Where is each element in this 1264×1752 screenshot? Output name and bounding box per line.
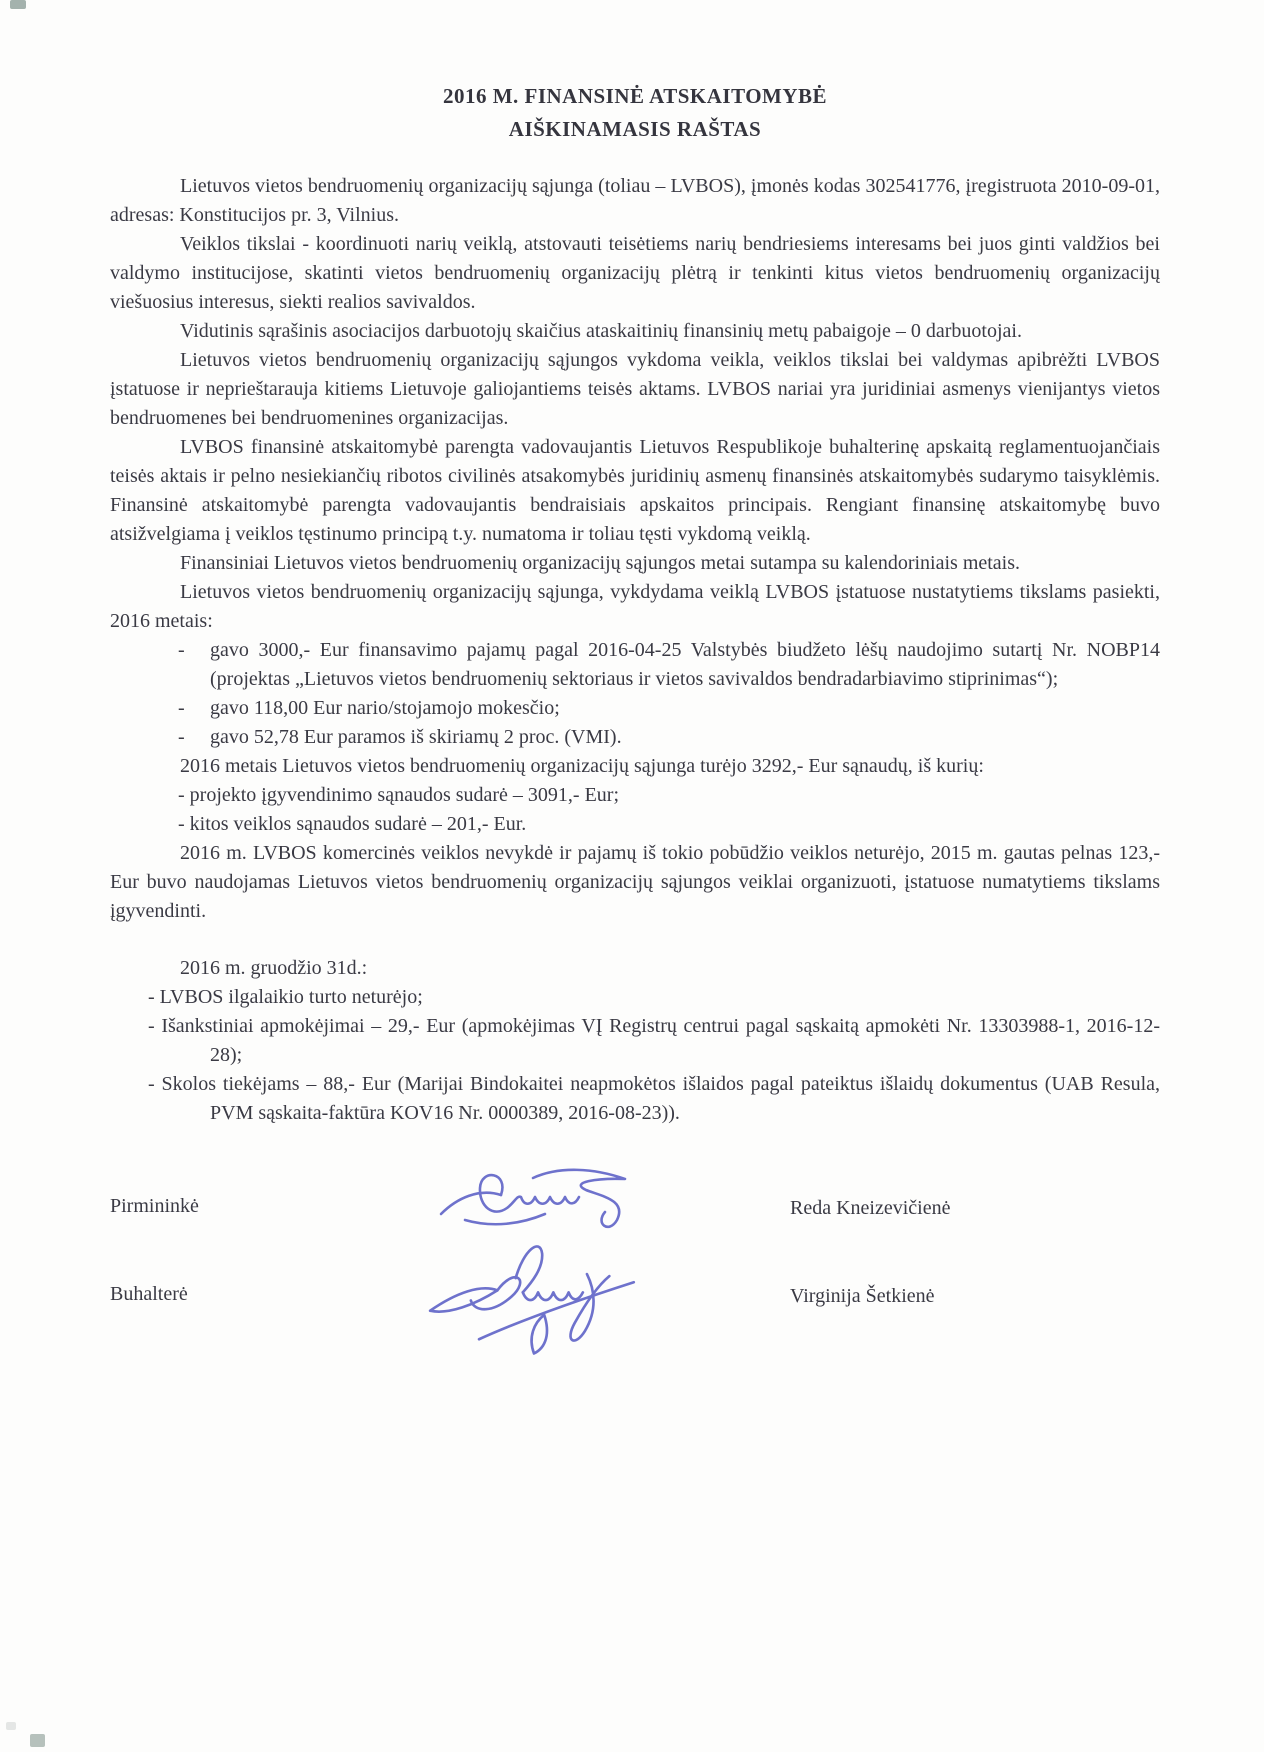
title-line-2: AIŠKINAMASIS RAŠTAS [508, 117, 762, 141]
signer-name-chairwoman: Reda Kneizevičienė [790, 1197, 951, 1219]
title-line-1: 2016 M. FINANSINĖ ATSKAITOMYBĖ [442, 84, 828, 108]
dash-bullet: - [178, 639, 185, 661]
scan-artifact [6, 1722, 16, 1730]
paragraph-activity: Lietuvos vietos bendruomenių organizacijų sąjungos vykdoma veikla, veiklos tikslai bei valdymas apibrėžti LVBOS įstatuose ir neprieštarauja kitiems Lietuvoje galiojantiems teisės aktams. LVBOS nariai yra juridiniai asmenys vienijantys vietos bendruomenes bei bendruomenines organizacijas. [110, 349, 1160, 429]
paragraph-accounting-principles: LVBOS finansinė atskaitomybė parengta vadovaujantis Lietuvos Respublikoje buhalterinę apskaitą reglamentuojančiais teisės aktais ir pelno nesiekiančių ribotos civilinės atsakomybės juridinių asmenų finansinės atskaitomybės sudarymo taisyklėmis. Finansinė atskaitomybė parengta vadovaujantis bendraisiais apskaitos principais. Rengiant finansinę atskaitomybę buvo atsižvelgiama į veiklos tęstinumo principą t.y. numatoma ir toliau tęsti vykdomą veiklą. [110, 436, 1160, 545]
paragraph-employees: Vidutinis sąrašinis asociacijos darbuotojų skaičius ataskaitinių finansinių metų pabaigoje – 0 darbuotojai. [180, 320, 1022, 342]
december-item: - LVBOS ilgalaikio turto neturėjo; [148, 986, 423, 1008]
scan-artifact [10, 0, 26, 9]
signer-name-accountant: Virginija Šetkienė [790, 1285, 935, 1307]
paragraph-commercial-activity: 2016 m. LVBOS komercinės veiklos nevykdė ir pajamų iš tokio pobūdžio veiklos neturėjo, 2015 m. gautas pelnas 123,- Eur buvo naudojamas Lietuvos vietos bendruomenių organizacijų sąjungos veiklai organizuoti, įstatuose numatytiems tikslams įgyvendinti. [110, 842, 1160, 922]
income-item [110, 723, 1160, 752]
income-item [110, 636, 1160, 694]
expense-line: - kitos veiklos sąnaudos sudarė – 201,- Eur. [178, 813, 527, 835]
income-item-text: gavo 118,00 Eur nario/stojamojo mokesčio; [210, 697, 560, 719]
income-item-text: gavo 52,78 Eur paramos iš skiriamų 2 proc. (VMI). [210, 726, 622, 748]
paragraph-fiscal-year: Finansiniai Lietuvos vietos bendruomenių organizacijų sąjungos metai sutampa su kalendoriniais metais. [180, 552, 1021, 574]
december-item: - Skolos tiekėjams – 88,- Eur (Marijai Bindokaitei neapmokėtos išlaidos pagal pateiktus išlaidų dokumentus (UAB Resula, PVM sąskaita-faktūra KOV16 Nr. 0000389, 2016-08-23)). [148, 1073, 1160, 1124]
accountant-signature [422, 1228, 646, 1368]
income-item-text: gavo 3000,- Eur finansavimo pajamų pagal 2016-04-25 Valstybės biudžeto lėšų naudojimo sutartį Nr. NOBP14 (projektas „Lietuvos vietos bendruomenių sektoriaus ir vietos savivaldos bendradarbiavimo stiprinimas“); [210, 639, 1160, 690]
dash-bullet: - [178, 726, 185, 748]
paragraph-income-intro: Lietuvos vietos bendruomenių organizacijų sąjunga, vykdydama veiklą LVBOS įstatuose nustatytiems tikslams pasiekti, 2016 metais: [110, 581, 1160, 632]
expense-line: - projekto įgyvendinimo sąnaudos sudarė – 3091,- Eur; [178, 784, 620, 806]
scan-artifact [30, 1734, 45, 1747]
paragraph-company-intro: Lietuvos vietos bendruomenių organizacijų sąjunga (toliau – LVBOS), įmonės kodas 302541776, įregistruota 2010-09-01, adresas: Konstitucijos pr. 3, Vilnius. [110, 175, 1160, 226]
dash-bullet: - [178, 697, 185, 719]
signature-block [110, 1180, 1160, 1500]
document-title [110, 80, 1160, 146]
paragraph-goals: Veiklos tikslai - koordinuoti narių veiklą, atstovauti teisėtiems narių bendriesiems interesams bei juos ginti valdžios bei valdymo institucijose, skatinti vietos bendruomenių organizacijų plėtrą ir tenkinti kitus vietos bendruomenių organizacijų viešuosius interesus, siekti realios savivaldos. [110, 233, 1160, 313]
signer-role-chairwoman: Pirmininkė [110, 1195, 199, 1217]
paragraph-expenses-intro: 2016 metais Lietuvos vietos bendruomenių organizacijų sąjunga turėjo 3292,- Eur sąnaudų, iš kurių: [180, 755, 984, 777]
signer-role-accountant: Buhalterė [110, 1283, 188, 1305]
december-31-heading: 2016 m. gruodžio 31d.: [180, 957, 368, 979]
document-content [110, 80, 1160, 1500]
income-item [110, 694, 1160, 723]
december-item: - Išankstiniai apmokėjimai – 29,- Eur (apmokėjimas VĮ Registrų centrui pagal sąskaitą apmokėti Nr. 13303988-1, 2016-12-28); [148, 1015, 1160, 1066]
